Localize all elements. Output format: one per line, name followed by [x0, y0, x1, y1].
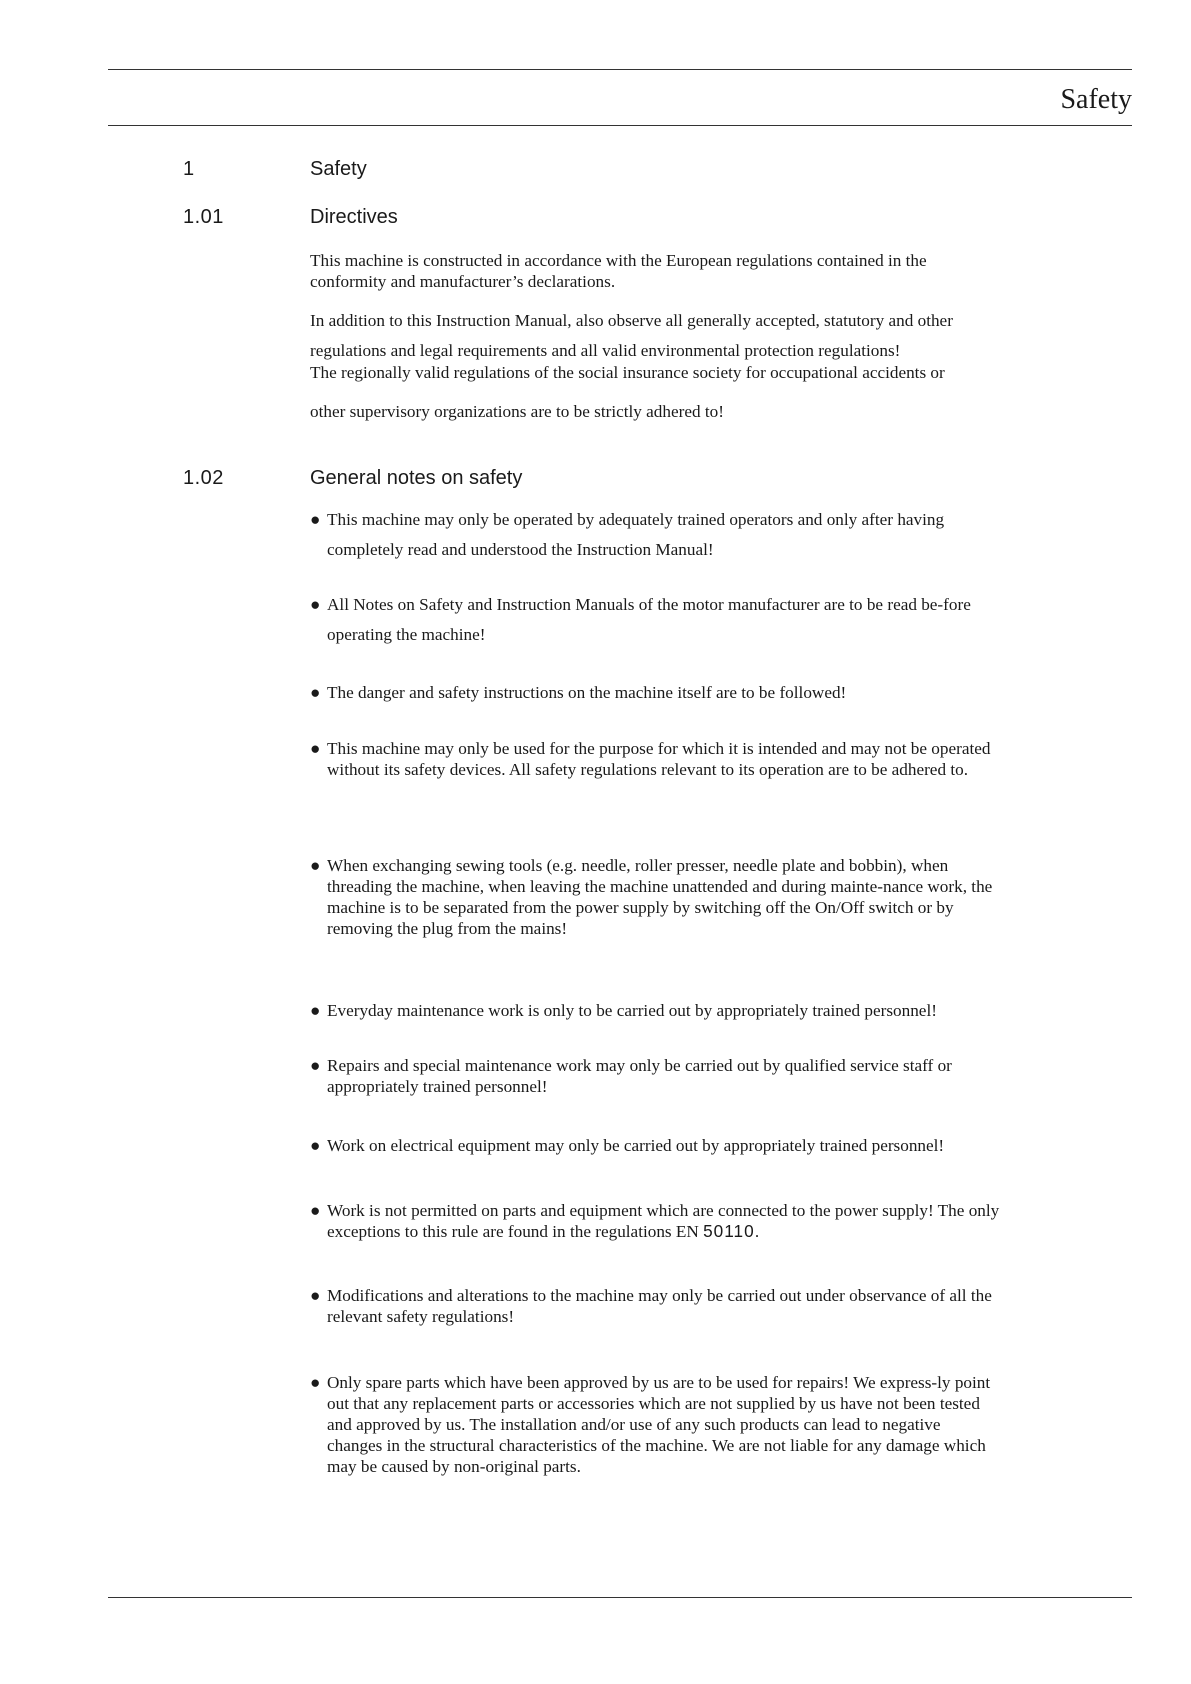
safety-note-text: This machine may only be operated by adequately trained operators and only after having completely read and understood the Instruction Manual!: [327, 510, 945, 559]
bullet-icon: ●: [310, 739, 321, 758]
safety-note-text: This machine may only be used for the purpose for which it is intended and may not be operated without its safety devices. All safety regulations relevant to its operation are to be adhered to.: [327, 739, 991, 779]
safety-note-2: [310, 590, 1000, 650]
section-1-number: 1: [183, 158, 195, 180]
safety-note-text: When exchanging sewing tools (e.g. needle, roller presser, needle plate and bobbin), when threading the machine, when leaving the machine unattended and during mainte-nance work, the machine is to be separated from the power supply by switching off the On/Off switch or by removing the plug from the mains!: [327, 856, 993, 938]
safety-note-text: Repairs and special maintenance work may only be carried out by qualified service staff or appropriately trained personnel!: [327, 1056, 952, 1096]
safety-note-9: [310, 1200, 1000, 1242]
bullet-icon: ●: [310, 510, 321, 529]
safety-note-text: Work is not permitted on parts and equipment which are connected to the power supply! The only exceptions to this rule are found in the regulations EN: [327, 1201, 1000, 1241]
directives-paragraph-3a: The regionally valid regulations of the social insurance society for occupational accidents or: [310, 363, 945, 382]
safety-note-1: [310, 505, 1000, 565]
safety-note-8: [310, 1135, 1000, 1156]
safety-note-text: All Notes on Safety and Instruction Manuals of the motor manufacturer are to be read be-fore operating the machine!: [327, 595, 971, 644]
bullet-icon: ●: [310, 1286, 321, 1305]
bullet-icon: ●: [310, 1373, 321, 1392]
section-1-02-number: 1.02: [183, 467, 224, 489]
directives-paragraph-2: In addition to this Instruction Manual, also observe all generally accepted, statutory and other regulations and legal requirements and all valid environmental protection regulations!: [310, 311, 953, 360]
directives-paragraph-1: This machine is constructed in accordance with the European regulations contained in the conformity and manufacturer’s declarations.: [310, 251, 927, 291]
section-1-01-number: 1.01: [183, 206, 224, 228]
section-1-02-title: General notes on safety: [310, 467, 523, 489]
safety-note-6: [310, 1000, 1000, 1021]
safety-note-11: [310, 1372, 1000, 1477]
bullet-icon: ●: [310, 1201, 321, 1220]
bullet-icon: ●: [310, 683, 321, 702]
directives-paragraph-3b: other supervisory organizations are to be strictly adhered to!: [310, 402, 724, 421]
safety-note-text: The danger and safety instructions on the machine itself are to be followed!: [327, 683, 847, 702]
standard-number: 50110.: [703, 1221, 761, 1241]
safety-note-3: [310, 682, 1000, 703]
safety-note-10: [310, 1285, 1000, 1327]
safety-note-4: [310, 738, 1000, 780]
safety-note-text: Modifications and alterations to the machine may only be carried out under observance of all the relevant safety regulations!: [327, 1286, 992, 1326]
bullet-icon: ●: [310, 1136, 321, 1155]
running-header-title: Safety: [1060, 84, 1132, 115]
bullet-icon: ●: [310, 1001, 321, 1020]
safety-note-text: Only spare parts which have been approved by us are to be used for repairs! We express-ly point out that any replacement parts or accessories which are not supplied by us have not been tested and approved by us. The installation and/or use of any such products can lead to negative changes in the structural characteristics of the machine. We are not liable for any damage which may be caused by non-original parts.: [327, 1373, 991, 1476]
safety-note-text: Work on electrical equipment may only be carried out by appropriately trained personnel!: [327, 1136, 945, 1155]
footer-rule: [108, 1597, 1132, 1598]
safety-note-7: [310, 1055, 1000, 1097]
section-1-01-title: Directives: [310, 206, 398, 228]
bullet-icon: ●: [310, 1056, 321, 1075]
safety-note-5: [310, 855, 1000, 939]
safety-note-text: Everyday maintenance work is only to be carried out by appropriately trained personnel!: [327, 1001, 937, 1020]
header-rule: [108, 125, 1132, 126]
section-1-title: Safety: [310, 158, 367, 180]
bullet-icon: ●: [310, 595, 321, 614]
bullet-icon: ●: [310, 856, 321, 875]
top-rule: [108, 69, 1132, 70]
